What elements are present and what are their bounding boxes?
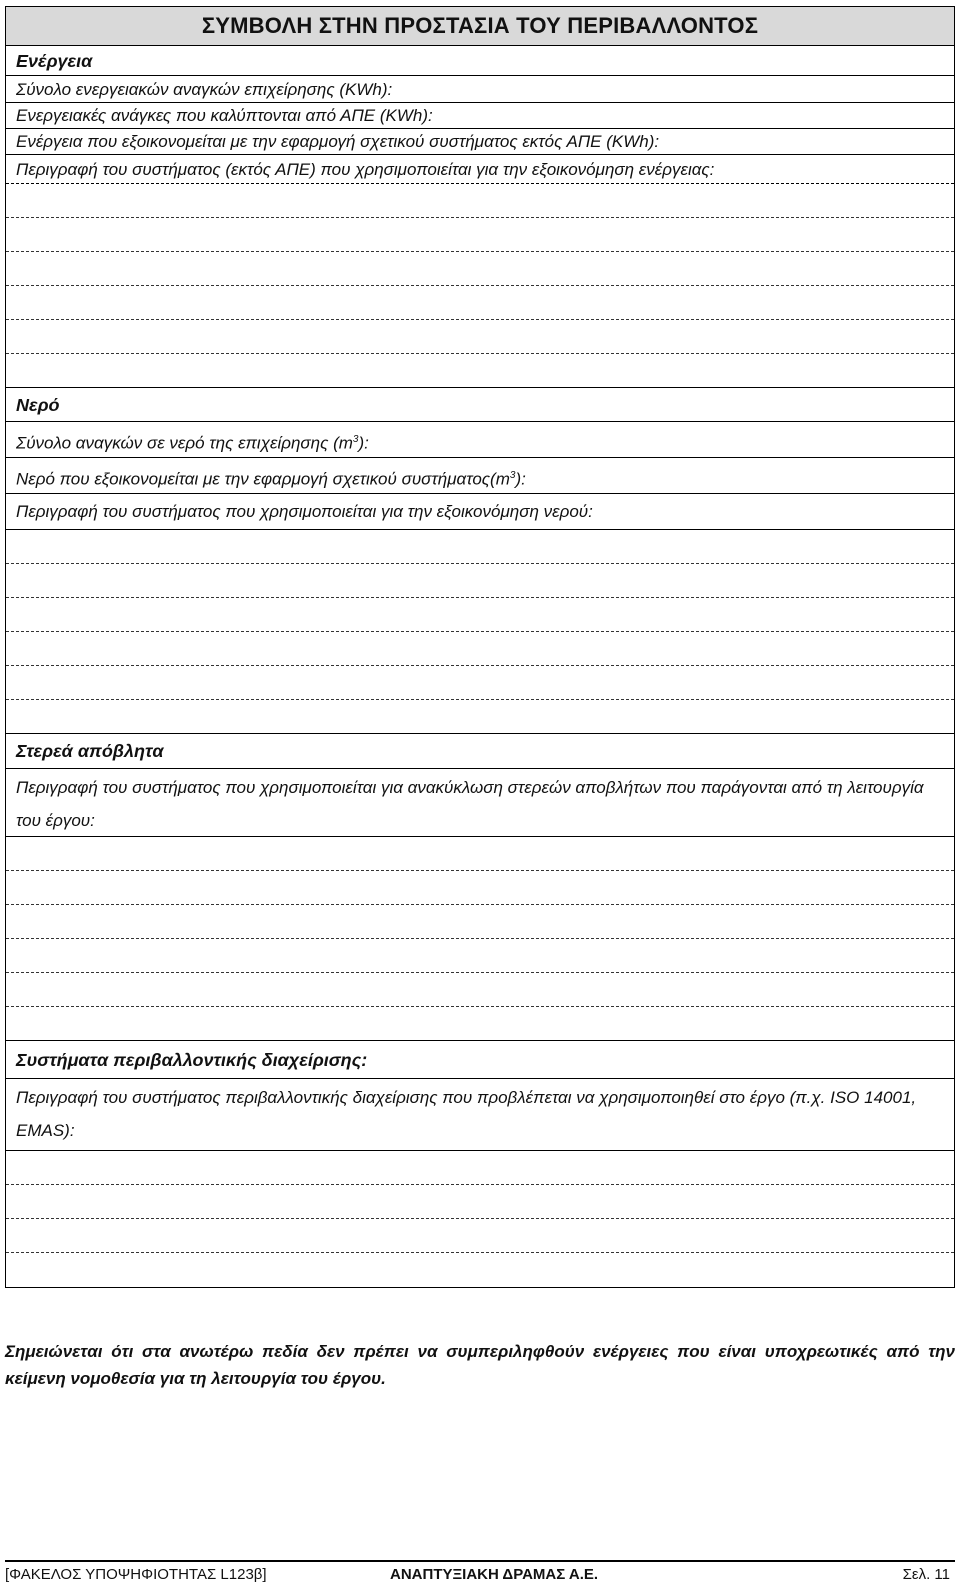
footer-page-number: Σελ. 11	[902, 1566, 950, 1583]
water-line1-end: ):	[358, 433, 369, 453]
energy-blank-line[interactable]	[6, 184, 954, 218]
energy-blank-line[interactable]	[6, 354, 954, 388]
ems-blank-line[interactable]	[6, 1151, 954, 1185]
water-line2-text: Νερό που εξοικονομείται με την εφαρμογή σχετικού συστήματος(m	[16, 469, 510, 489]
page-title: ΣΥΜΒΟΛΗ ΣΤΗΝ ΠΡΟΣΤΑΣΙΑ ΤΟΥ ΠΕΡΙΒΑΛΛΟΝΤΟΣ	[6, 7, 954, 46]
ems-blank-line[interactable]	[6, 1253, 954, 1287]
waste-blank-line[interactable]	[6, 905, 954, 939]
ems-heading: Συστήματα περιβαλλοντικής διαχείρισης:	[6, 1041, 954, 1079]
waste-blank-line[interactable]	[6, 939, 954, 973]
water-blank-line[interactable]	[6, 598, 954, 632]
energy-blank-line[interactable]	[6, 320, 954, 354]
page-footer	[5, 1560, 955, 1588]
energy-res-coverage-field[interactable]: Ενεργειακές ανάγκες που καλύπτονται από ΑΠΕ (KWh):	[6, 103, 954, 129]
waste-blank-line[interactable]	[6, 837, 954, 871]
water-blank-line[interactable]	[6, 666, 954, 700]
energy-system-description-label: Περιγραφή του συστήματος (εκτός ΑΠΕ) που χρησιμοποιείται για την εξοικονόμηση ενέργειας:	[6, 155, 954, 184]
ems-description-label: Περιγραφή του συστήματος περιβαλλοντικής διαχείρισης που προβλέπεται να χρησιμοποιηθεί στο έργο (π.χ. ISO 14001, EMAS):	[6, 1079, 954, 1151]
ems-blank-line[interactable]	[6, 1185, 954, 1219]
form-frame	[5, 6, 955, 1288]
water-system-description-label: Περιγραφή του συστήματος που χρησιμοποιείται για την εξοικονόμηση νερού:	[6, 494, 954, 530]
water-heading: Νερό	[6, 388, 954, 422]
water-line2-sup: 3	[509, 470, 516, 481]
footer-folder-label: [ΦΑΚΕΛΟΣ ΥΠΟΨΗΦΙΟΤΗΤΑΣ L123β]	[5, 1566, 267, 1583]
water-line1-text: Σύνολο αναγκών σε νερό της επιχείρησης (m	[16, 433, 353, 453]
ems-blank-line[interactable]	[6, 1219, 954, 1253]
legal-note: Σημειώνεται ότι στα ανωτέρω πεδία δεν πρέπει να συμπεριληφθούν ενέργειες που είναι υποχρεωτικές από την κείμενη νομοθεσία για τη λειτουργία του έργου.	[5, 1342, 955, 1388]
water-blank-line[interactable]	[6, 632, 954, 666]
waste-blank-line[interactable]	[6, 871, 954, 905]
water-blank-line[interactable]	[6, 530, 954, 564]
water-blank-line[interactable]	[6, 700, 954, 734]
energy-total-needs-field[interactable]: Σύνολο ενεργειακών αναγκών επιχείρησης (KWh):	[6, 76, 954, 103]
waste-heading: Στερεά απόβλητα	[6, 734, 954, 769]
energy-heading: Ενέργεια	[6, 46, 954, 76]
waste-blank-line[interactable]	[6, 973, 954, 1007]
energy-saved-field[interactable]: Ενέργεια που εξοικονομείται με την εφαρμογή σχετικού συστήματος εκτός ΑΠΕ (KWh):	[6, 129, 954, 155]
water-line2-end: ):	[515, 469, 526, 489]
water-blank-line[interactable]	[6, 564, 954, 598]
water-total-needs-field[interactable]	[6, 422, 954, 458]
water-saved-field[interactable]	[6, 458, 954, 494]
energy-blank-line[interactable]	[6, 286, 954, 320]
energy-blank-line[interactable]	[6, 252, 954, 286]
waste-description-label: Περιγραφή του συστήματος που χρησιμοποιείται για ανακύκλωση στερεών αποβλήτων που παράγονται από τη λειτουργία του έργου:	[6, 769, 954, 837]
waste-blank-line[interactable]	[6, 1007, 954, 1041]
footer-company-name: ΑΝΑΠΤΥΞΙΑΚΗ ΔΡΑΜΑΣ Α.Ε.	[390, 1566, 599, 1583]
water-line1-sup: 3	[352, 434, 359, 445]
energy-blank-line[interactable]	[6, 218, 954, 252]
